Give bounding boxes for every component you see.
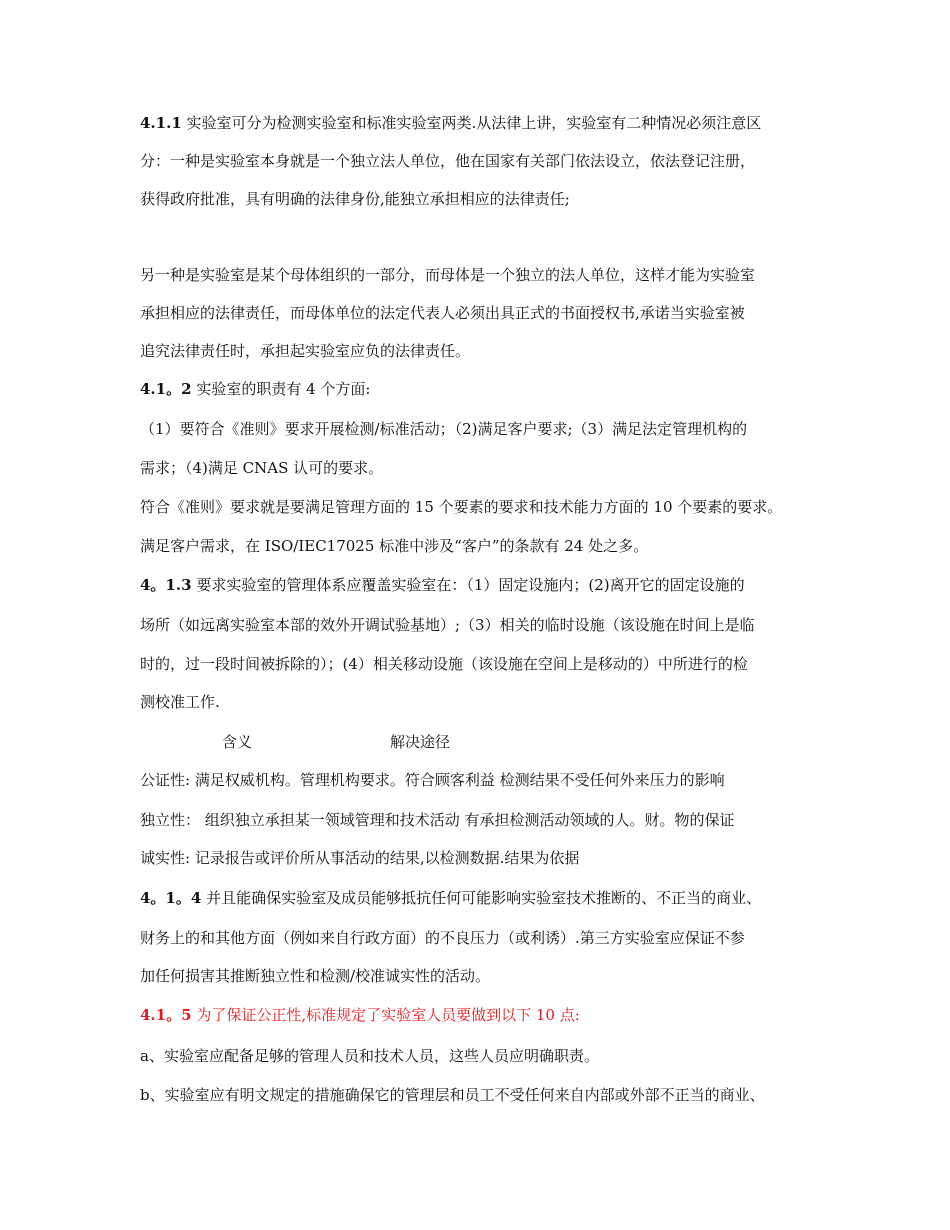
section-4-1-2-heading [140,379,370,399]
section-4-1-2-line-4: 符合《准则》要求就是要满足管理方面的 15 个要素的要求和技术能力方面的 10 个要素的要求。 [140,498,783,516]
paragraph-other-line-1: 另一种是实验室是某个母体组织的一部分，而母体是一个独立的法人单位，这样才能为实验室 [140,266,756,284]
section-number: 4.1.1 [140,114,182,132]
section-4-1-2-line-3: 需求；（4)满足 CNAS 认可的要求。 [140,459,384,477]
section-text: 实验室的职责有 4 个方面: [191,380,371,398]
paragraph-other-line-2: 承担相应的法律责任，而母体单位的法定代表人必须出具正式的书面授权书,承诺当实验室被 [140,304,745,322]
section-text: 要求实验室的管理体系应覆盖实验室在：（1）固定设施内；(2)离开它的固定设施的 [191,576,745,594]
table-header-meaning: 含义 [222,733,253,751]
table-row-integrity: 诚实性: 记录报告或评价所从事活动的结果,以检测数据.结果为依据 [140,849,580,867]
section-4-1-3-line-4: 测校准工作. [140,693,220,711]
section-4-1-2-line-2: （1）要符合《准则》要求开展检测/标准活动；（2)满足客户要求;（3）满足法定管理机构的 [140,420,748,438]
section-4-1-3-line-3: 时的，过一段时间被拆除的）；(4）相关移动设施（该设施在空间上是移动的）中所进行的检 [140,655,748,673]
section-4-1-5-heading [140,1005,580,1025]
section-4-1-2-line-5: 满足客户需求，在 ISO/IEC17025 标准中涉及“客户”的条款有 24 处之多。 [140,537,649,555]
section-number: 4.1。5 [140,1006,192,1024]
list-item-a: a、实验室应配备足够的管理人员和技术人员，这些人员应明确职责。 [140,1047,599,1065]
paragraph-other-line-3: 追究法律责任时，承担起实验室应负的法律责任。 [140,342,471,360]
list-item-b: b、实验室应有明文规定的措施确保它的管理层和员工不受任何来自内部或外部不正当的商业、 [140,1086,765,1104]
section-4-1-3-line-2: 场所（如远离实验室本部的效外开调试验基地）;（3）相关的临时设施（该设施在时间上是临 [140,616,755,634]
section-number: 4。1.3 [140,576,192,594]
section-text: 实验室可分为检测实验室和标准实验室两类.从法律上讲，实验室有二种情况必须注意区 [181,114,762,132]
section-4-1-3-line-1 [140,575,745,595]
section-4-1-4-line-3: 加任何损害其推断独立性和检测/校准诚实性的活动。 [140,967,491,985]
table-row-impartiality: 公证性: 满足权威机构。管理机构要求。符合顾客利益 检测结果不受任何外来压力的影响 [140,771,725,789]
section-number: 4.1。2 [140,380,192,398]
section-4-1-1-line-2: 分：一种是实验室本身就是一个独立法人单位，他在国家有关部门依法设立，依法登记注册， [140,152,756,170]
section-4-1-4-line-2: 财务上的和其他方面（例如来自行政方面）的不良压力（或利诱）.第三方实验室应保证不参 [140,929,745,947]
table-row-independence: 独立性： 组织独立承担某一领域管理和技术活动 有承担检测活动领域的人。财。物的保证 [140,811,735,829]
section-text: 为了保证公正性,标准规定了实验室人员要做到以下 10 点: [191,1006,580,1024]
section-text: 并且能确保实验室及成员能够抵抗任何可能影响实验室技术推断的、不正当的商业、 [201,889,762,907]
section-number: 4。1。4 [140,889,202,907]
section-4-1-1-line-3: 获得政府批准，具有明确的法律身份,能独立承担相应的法律责任; [140,190,570,208]
table-header-solution: 解决途径 [390,733,451,751]
section-4-1-4-line-1 [140,888,761,908]
section-4-1-1-line-1 [140,113,761,133]
